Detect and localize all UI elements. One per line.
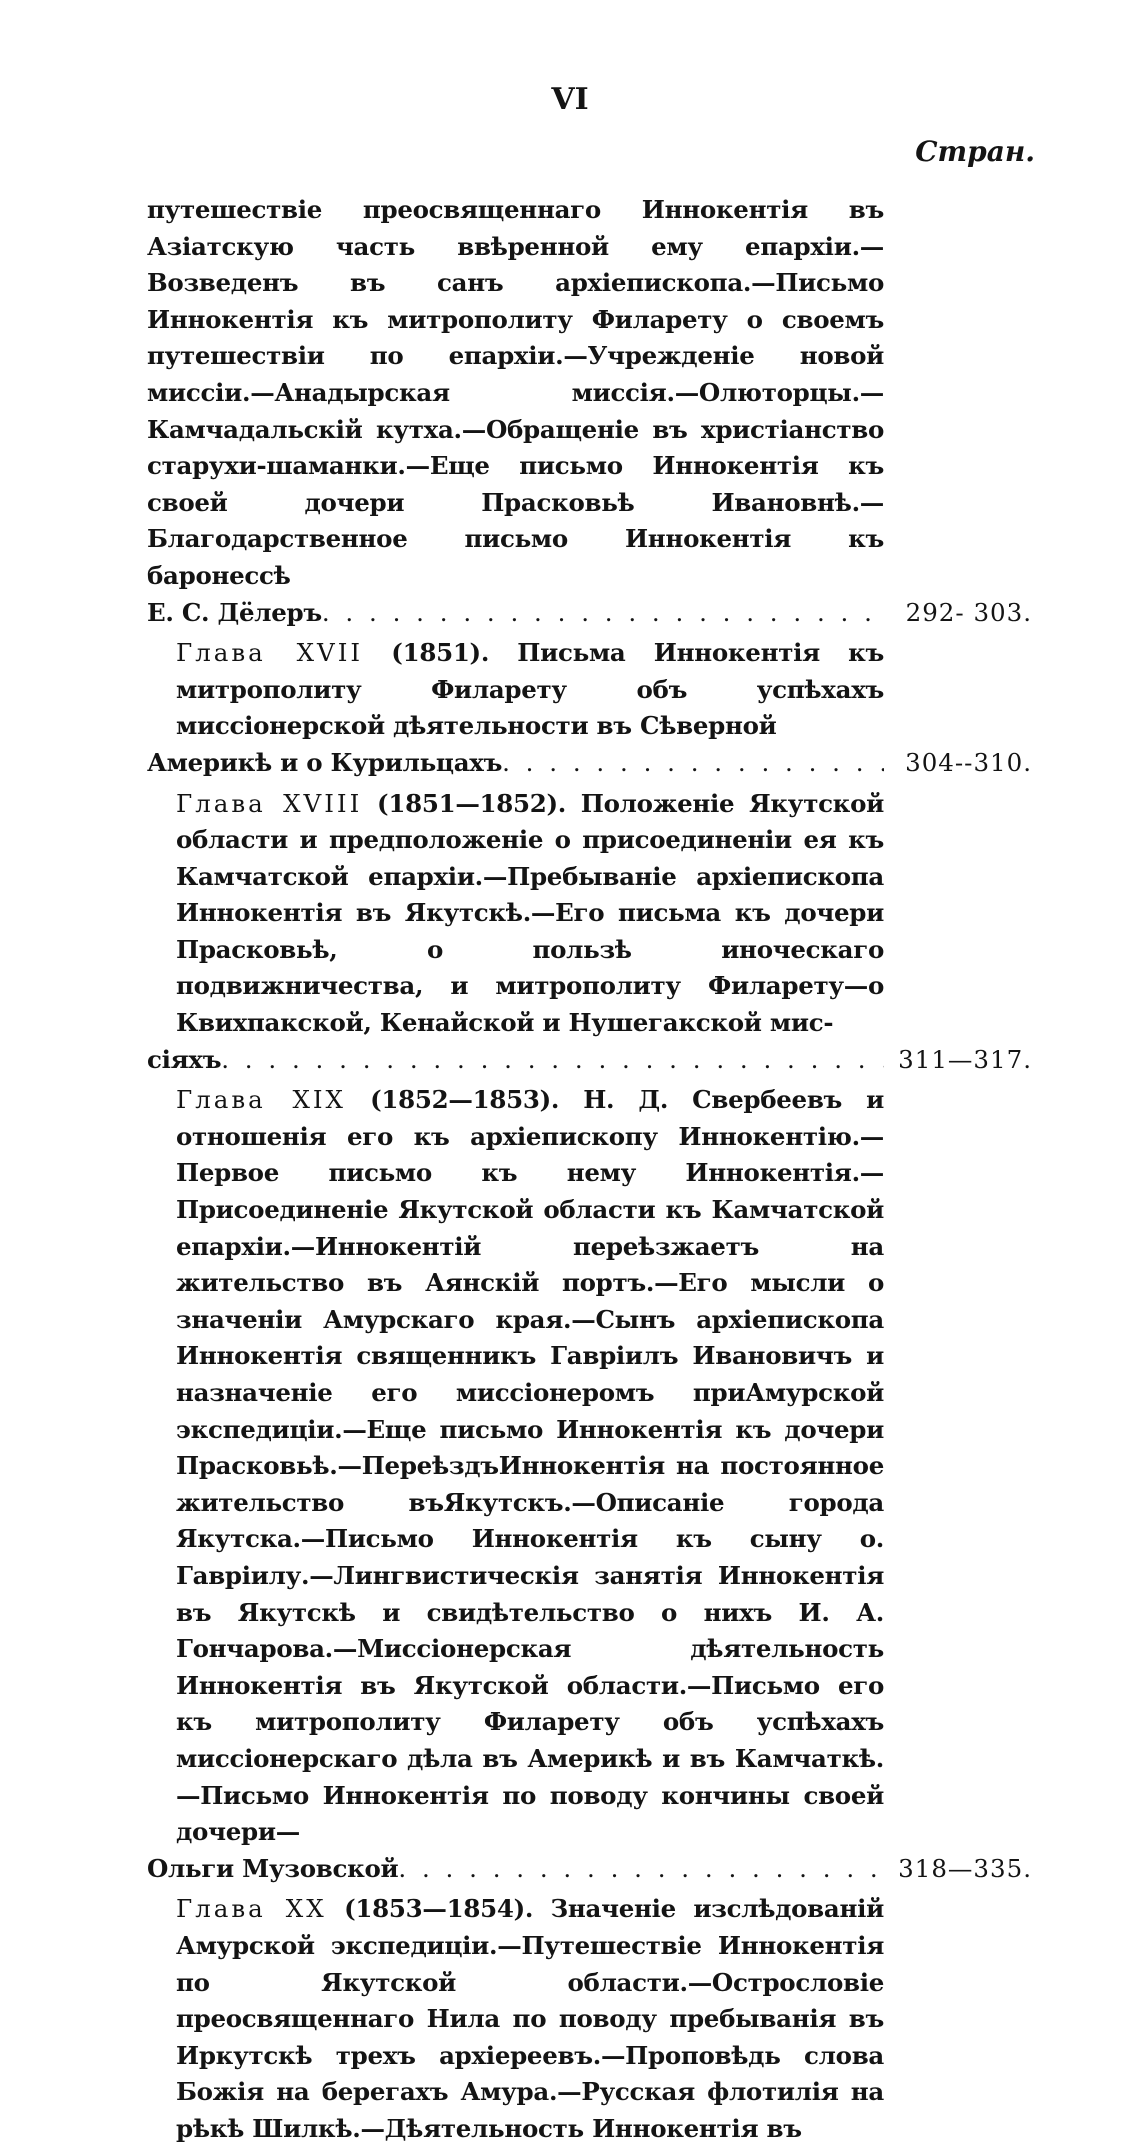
entry-last-line: Е. С. Дёлеръ bbox=[147, 597, 322, 627]
entry-pages: 292- 303. bbox=[905, 597, 1032, 627]
entry-pages: 304--310. bbox=[905, 747, 1032, 777]
entry-pages: 311—317. bbox=[898, 1044, 1032, 1074]
table-of-contents bbox=[147, 192, 1032, 2151]
entry-last-line: Америкѣ и о Курильцахъ bbox=[147, 747, 503, 777]
dot-leader bbox=[221, 1042, 884, 1079]
chapter-heading: Глава XIX bbox=[176, 1085, 347, 1115]
entry-body: (1851—1852). Положеніе Якутской области и предположеніе о присоединеніи ея къ Камчатской епархіи.—Пребываніе архіепископа Иннокентія въ Якутскѣ.—Его письма къ дочери Прасковьѣ, о пользѣ иноческаго подвижничества, и митрополиту Филарету—о Квихпакской, Кенайской и Нушегакской мис- bbox=[176, 788, 884, 1038]
entry-pages: 318—335. bbox=[898, 1853, 1032, 1883]
dot-leader bbox=[502, 745, 884, 782]
entry-body: (1853—1854). Значеніе изслѣдованій Амурской экспедиціи.—Путешествіе Иннокентія по Якутской области.—Острословіе преосвященнаго Нила по поводу пребыванія въ Иркутскѣ трехъ архіереевъ.—Проповѣдь слова Божія на берегахъ Амура.—Русская флотилія на рѣкѣ Шилкѣ.—Дѣятельность Иннокентія въ bbox=[176, 1894, 884, 2143]
dot-leader bbox=[398, 1851, 884, 1888]
chapter-heading: Глава XVIII bbox=[176, 788, 363, 818]
chapter-heading: Глава XVII bbox=[176, 638, 364, 668]
entry-body: (1851). Письма Иннокентія къ митрополиту Филарету объ успѣхахъ миссіонерской дѣятельности въ Сѣверной bbox=[176, 638, 884, 741]
entry-body: путешествіе преосвященнаго Иннокентія въ Азіатскую часть ввѣренной ему епархіи.—Возведенъ въ санъ архіепископа.—Письмо Иннокентія къ митрополиту Филарету о своемъ путешествіи по епархіи.—Учрежденіе новой миссіи.—Анадырская миссія.—Олюторцы.—Камчадальскій кутха.—Обращеніе въ христіанство старухи-шаманки.—Еще письмо Иннокентія къ своей дочери Прасковьѣ Ивановнѣ.—Благодарственное письмо Иннокентія къ баронессѣ bbox=[147, 195, 884, 590]
toc-entry bbox=[147, 635, 1032, 781]
entry-last-line: Ольги Музовской bbox=[147, 1853, 399, 1883]
toc-entry bbox=[147, 786, 1032, 1079]
page-column-label: Стран. bbox=[915, 135, 1035, 168]
entry-last-line: сіяхъ bbox=[147, 1044, 222, 1074]
toc-entry bbox=[147, 192, 1032, 631]
dot-leader bbox=[322, 595, 884, 632]
toc-entry bbox=[147, 1891, 1032, 2147]
chapter-heading: Глава XX bbox=[176, 1894, 327, 1924]
entry-body: (1852—1853). Н. Д. Свербеевъ и отношенія его къ архіепископу Иннокентію.—Первое письмо къ нему Иннокентія.—Присоединеніе Якутской области къ Камчатской епархіи.—Иннокентій переѣзжаетъ на жительство въ Аянскій портъ.—Его мысли о значеніи Амурскаго края.—Сынъ архіепископа Иннокентія священникъ Гавріилъ Ивановичъ и назначеніе его миссіонеромъ приАмурской экспедиціи.—Еще письмо Иннокентія къ дочери Прасковьѣ.—ПереѣздъИннокентія на постоянное жительство въЯкутскъ.—Описаніе города Якутска.—Письмо Иннокентія къ сыну о. Гавріилу.—Лингвистическія занятія Иннокентія въ Якутскѣ и свидѣтельство о нихъ И. А. Гончарова.—Миссіонерская дѣятельность Иннокентія въ Якутской области.—Письмо его къ митрополиту Филарету объ успѣхахъ миссіонерскаго дѣла въ Америкѣ и въ Камчаткѣ.—Письмо Иннокентія по поводу кончины своей дочери— bbox=[176, 1085, 884, 1847]
toc-entry bbox=[147, 1082, 1032, 1887]
page-number: VI bbox=[551, 82, 589, 117]
